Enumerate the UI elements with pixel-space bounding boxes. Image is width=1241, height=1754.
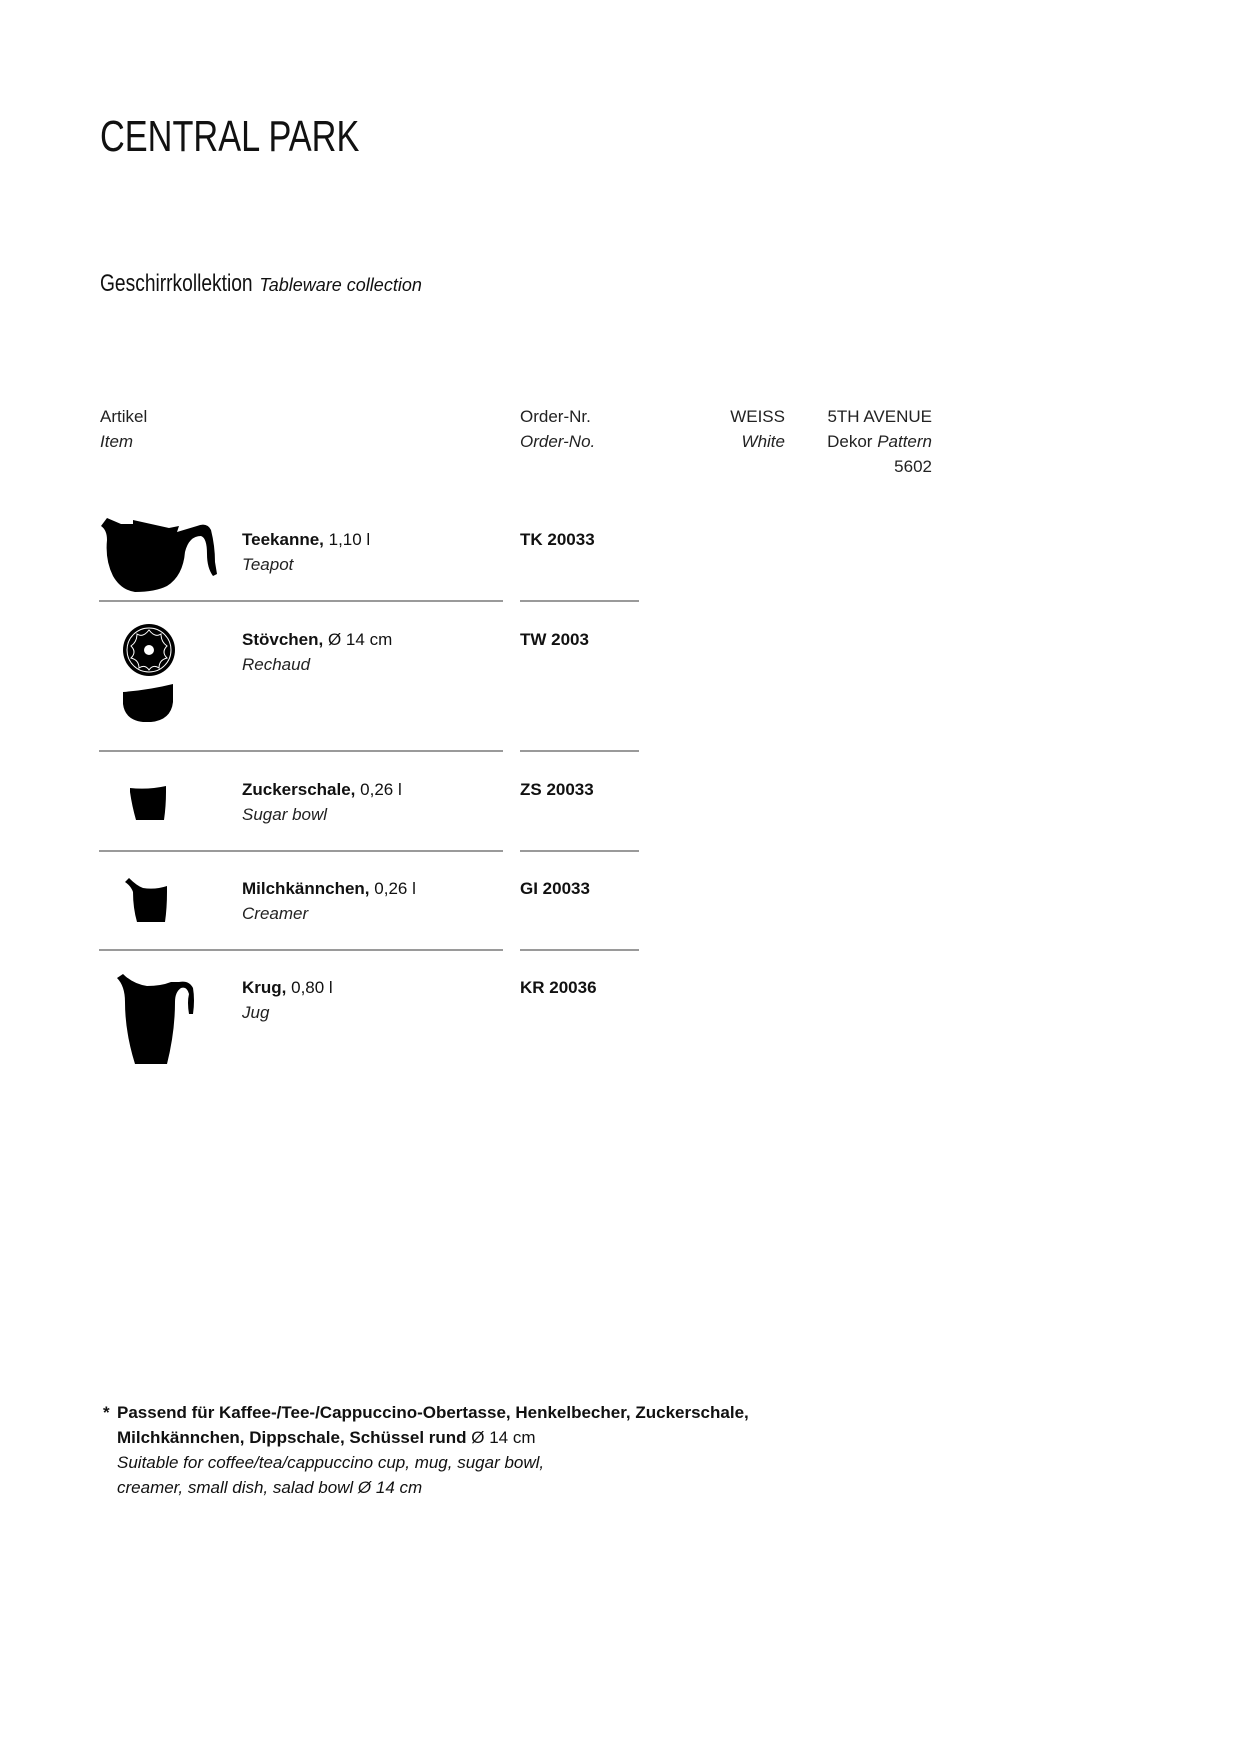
order-divider [520, 850, 639, 852]
order-number: TK 20033 [520, 530, 595, 549]
collection-subtitle [100, 270, 422, 298]
item-size: Ø 14 cm [327, 630, 393, 649]
teapot-icon [99, 514, 221, 592]
column-header-pattern-name: 5TH AVENUE [827, 407, 932, 426]
page-title: CENTRAL PARK [100, 112, 360, 161]
order-number: ZS 20033 [520, 780, 594, 799]
list-item-jug [242, 975, 333, 1025]
row-divider [99, 750, 503, 752]
pattern-label-en: Pattern [877, 432, 932, 451]
subtitle-german: Geschirrkollektion [100, 270, 253, 297]
column-header-item-en: Item [100, 432, 134, 451]
order-number: GI 20033 [520, 879, 590, 898]
column-header-white-en: White [741, 432, 785, 451]
item-name [242, 777, 402, 802]
footnote-line-3: Suitable for coffee/tea/cappuccino cup, mug, sugar bowl, [117, 1453, 545, 1472]
order-number: KR 20036 [520, 978, 597, 997]
order-divider [520, 600, 639, 602]
item-name [242, 975, 333, 1000]
list-item-creamer [242, 876, 416, 926]
column-header-white [680, 404, 785, 454]
sugar-bowl-icon [130, 786, 168, 822]
item-size: 0,26 l [374, 879, 416, 898]
item-name-de: Teekanne, [242, 530, 324, 549]
column-header-order [520, 404, 595, 454]
row-divider [99, 850, 503, 852]
order-divider [520, 750, 639, 752]
item-name [242, 876, 416, 901]
item-name-de: Zuckerschale, [242, 780, 356, 799]
pattern-label-de: Dekor [827, 432, 873, 451]
footnote-star: * [103, 1403, 110, 1422]
list-item-rechaud [242, 627, 392, 677]
footnote-line-4: creamer, small dish, salad bowl Ø 14 cm [117, 1478, 423, 1497]
footnote-line-1: Passend für Kaffee-/Tee-/Cappuccino-Obertasse, Henkelbecher, Zuckerschale, [117, 1403, 749, 1422]
item-name-en: Sugar bowl [242, 805, 328, 824]
list-item-sugar-bowl [242, 777, 402, 827]
item-name-de: Milchkännchen, [242, 879, 370, 898]
item-name [242, 527, 370, 552]
subtitle-english: Tableware collection [259, 275, 422, 295]
footnote-line-2 [117, 1425, 837, 1450]
jug-icon [117, 972, 195, 1064]
column-header-item-de: Artikel [100, 407, 148, 426]
item-size: 0,80 l [291, 978, 333, 997]
column-header-item [100, 404, 147, 454]
item-name-en: Rechaud [242, 655, 311, 674]
item-name-de: Krug, [242, 978, 287, 997]
column-header-white-de: WEISS [730, 407, 785, 426]
item-name [242, 627, 392, 652]
item-name-en: Creamer [242, 904, 309, 923]
creamer-icon [125, 878, 169, 924]
list-item-teapot [242, 527, 370, 577]
item-name-en: Jug [242, 1003, 270, 1022]
column-header-pattern-no: 5602 [894, 457, 932, 476]
rechaud-icon [121, 624, 177, 722]
footnote-line-2-regular: Ø 14 cm [466, 1428, 536, 1447]
item-name-de: Stövchen, [242, 630, 324, 649]
column-header-order-en: Order-No. [520, 432, 596, 451]
column-header-order-de: Order-Nr. [520, 407, 591, 426]
item-size: 0,26 l [360, 780, 402, 799]
row-divider [99, 600, 503, 602]
column-header-pattern-label [790, 429, 932, 454]
order-number: TW 2003 [520, 630, 589, 649]
item-size: 1,10 l [328, 530, 371, 549]
row-divider [99, 949, 503, 951]
item-name-en: Teapot [242, 555, 294, 574]
column-header-pattern [790, 404, 932, 479]
order-divider [520, 949, 639, 951]
footnote-line-2-bold: Milchkännchen, Dippschale, Schüssel rund [117, 1428, 467, 1447]
